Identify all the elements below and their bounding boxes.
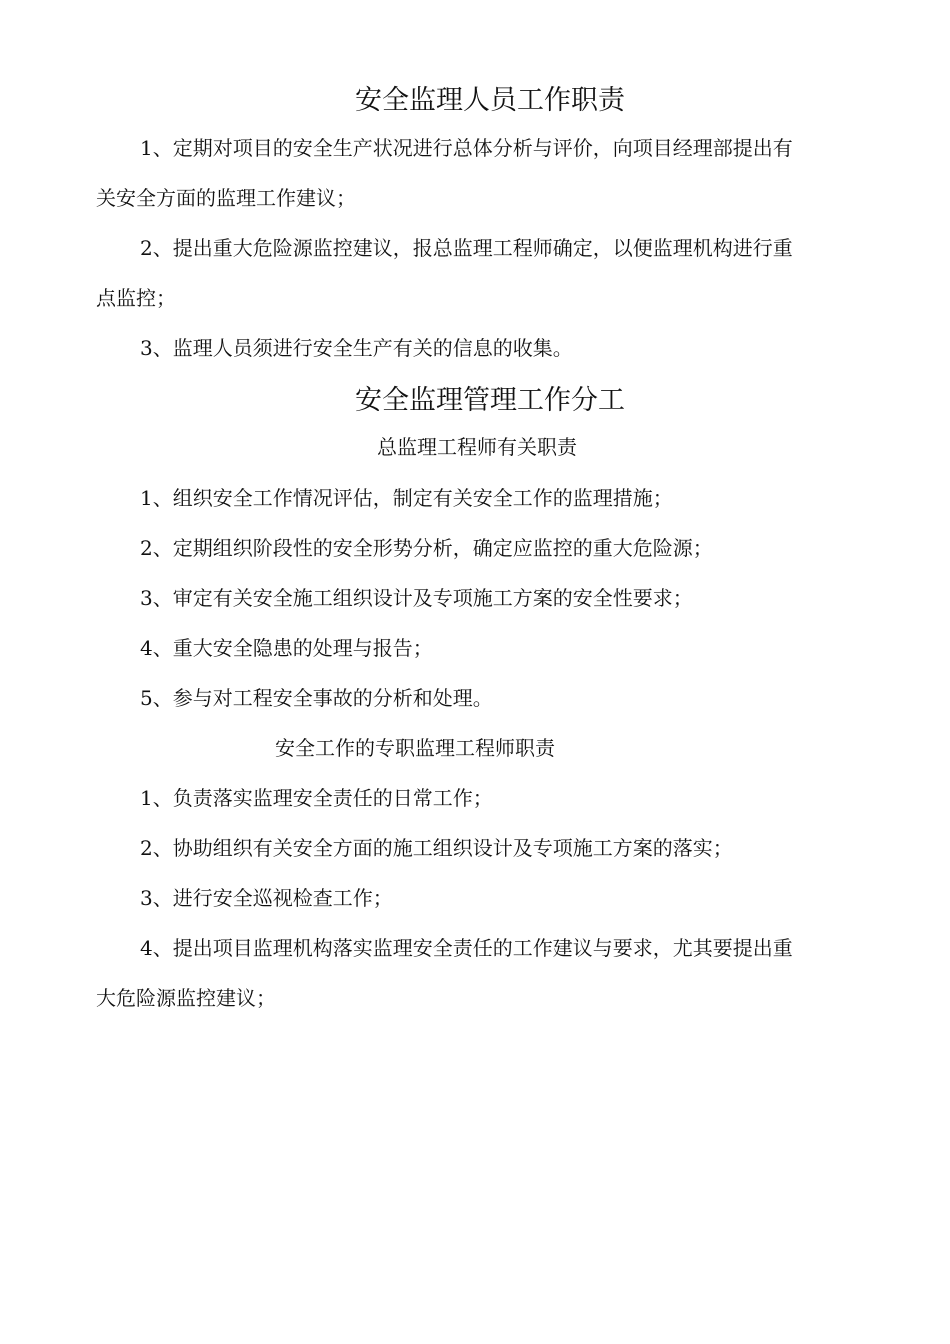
specialist-item-4-line2: 大危险源监控建议； — [96, 986, 276, 1010]
chief-item-2: 2、定期组织阶段性的安全形势分析，确定应监控的重大危险源； — [140, 536, 713, 560]
section1-item-1-line1: 1、定期对项目的安全生产状况进行总体分析与评价，向项目经理部提出有 — [140, 136, 793, 160]
specialist-item-2: 2、协助组织有关安全方面的施工组织设计及专项施工方案的落实； — [140, 836, 733, 860]
section1-item-2-line1: 2、提出重大危险源监控建议，报总监理工程师确定，以便监理机构进行重 — [140, 236, 793, 260]
specialist-item-4-line1: 4、提出项目监理机构落实监理安全责任的工作建议与要求，尤其要提出重 — [140, 936, 793, 960]
specialist-item-1: 1、负责落实监理安全责任的日常工作； — [140, 786, 493, 810]
chief-item-3: 3、审定有关安全施工组织设计及专项施工方案的安全性要求； — [140, 586, 693, 610]
chief-duties-heading: 总监理工程师有关职责 — [377, 435, 577, 459]
section2-title: 安全监理管理工作分工 — [355, 385, 625, 416]
specialist-duties-heading: 安全工作的专职监理工程师职责 — [275, 736, 555, 760]
section1-item-3: 3、监理人员须进行安全生产有关的信息的收集。 — [140, 336, 573, 360]
chief-item-1: 1、组织安全工作情况评估，制定有关安全工作的监理措施； — [140, 486, 673, 510]
chief-item-5: 5、参与对工程安全事故的分析和处理。 — [140, 686, 493, 710]
chief-item-4: 4、重大安全隐患的处理与报告； — [140, 636, 433, 660]
specialist-item-3: 3、进行安全巡视检查工作； — [140, 886, 393, 910]
section1-title: 安全监理人员工作职责 — [355, 85, 625, 116]
section1-item-1-line2: 关安全方面的监理工作建议； — [96, 186, 356, 210]
section1-item-2-line2: 点监控； — [96, 286, 176, 310]
